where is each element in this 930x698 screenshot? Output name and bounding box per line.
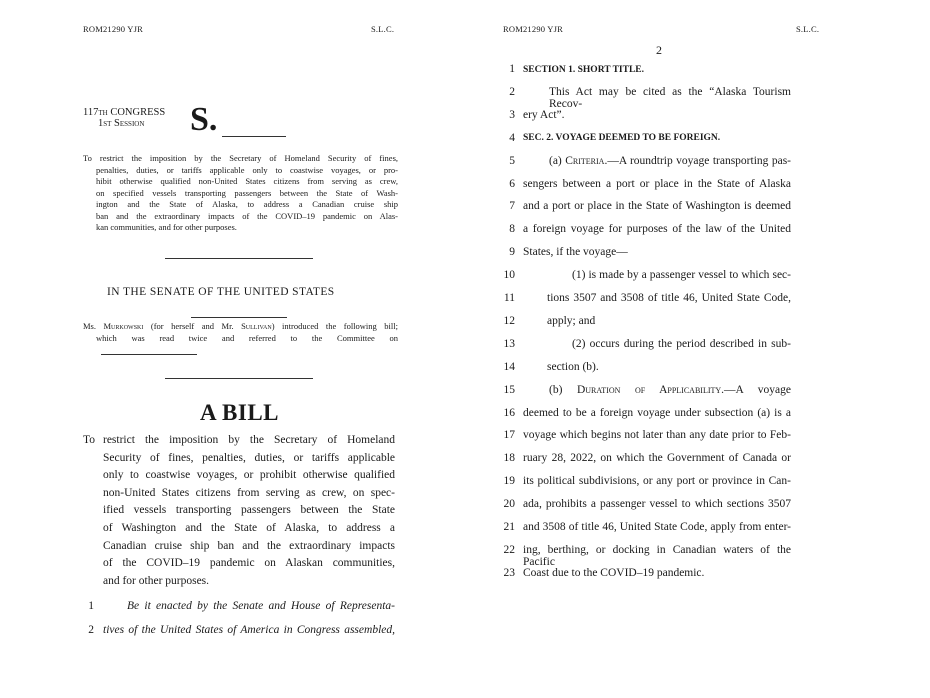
bill-text-line: its political subdivisions, or any port or province in Can- (523, 475, 791, 488)
summary-line: hibit otherwise qualified non-United States citizens from serving as crew, (96, 176, 398, 186)
bill-text-line: tions 3507 and 3508 of title 46, United State Code, (547, 292, 791, 304)
title-line: of Washington and the State of Alaska, to address a (103, 522, 395, 534)
line-number: 3 (509, 108, 515, 121)
session-label: 1st Session (98, 118, 145, 129)
subsection-heading: Criteria (565, 154, 605, 167)
line-number: 16 (503, 406, 515, 419)
line-number: 8 (509, 223, 515, 236)
congress-label: 117th CONGRESS (83, 107, 166, 118)
line-number: 10 (503, 269, 515, 282)
bill-text-line: ada, prohibits a passenger vessel to which sections 3507 (523, 498, 791, 511)
bill-text-line: ery Act”. (523, 108, 565, 121)
line-number: 7 (509, 200, 515, 213)
title-line: ified vessels transporting passengers between the State (103, 504, 395, 517)
congress-block (83, 107, 165, 129)
committee-blank (101, 354, 197, 355)
bill-text-line: (2) occurs during the period described in sub- (572, 337, 791, 350)
page-header-id: ROM21290 YJR (83, 24, 143, 34)
line-number: 22 (503, 543, 515, 556)
summary-line: ban and the extraordinary impacts of the COVID–19 pandemic on Alas- (96, 210, 398, 221)
bill-text-line: States, if the voyage— (523, 246, 628, 259)
summary-line: kan communities, and for other purposes. (96, 222, 237, 232)
bill-text-line: sengers between a port or place in the State of Alaska (523, 177, 791, 190)
bill-text-line: ing, berthing, or docking in Canadian waters of the Pacific (523, 543, 791, 568)
section-heading: SEC. 2. VOYAGE DEEMED TO BE FOREIGN. (523, 133, 721, 144)
summary-line: on specified vessels transporting passengers between the State of Wash- (96, 187, 398, 198)
summary-line: ington and the State of Alaska, to address a Canadian cruise ship (96, 199, 398, 209)
title-line: of the COVID–19 pandemic on Alaskan communities, (103, 557, 395, 570)
bill-text-line: a foreign voyage for purposes of the law of the United (523, 223, 791, 236)
title-line: Canadian cruise ship ban and the extraordinary impacts (103, 539, 395, 552)
bill-summary (83, 153, 398, 234)
bill-heading: A BILL (199, 400, 280, 425)
title-first-word: To (83, 434, 95, 446)
bill-text-line: apply; and (547, 314, 596, 327)
line-number: 13 (503, 337, 515, 350)
title-line: Security of fines, penalties, duties, or tariffs applicable (103, 451, 395, 464)
bill-text-line: and 3508 of title 46, United State Code, apply from enter- (523, 521, 791, 533)
title-line: non-United States citizens from serving as crew, on spec- (103, 486, 395, 499)
line-number: 6 (509, 177, 515, 190)
line-number: 2 (509, 85, 515, 98)
divider (191, 317, 287, 318)
bill-text-line: (a) Criteria.—A roundtrip voyage transporting pas- (549, 154, 792, 167)
bill-text-line: Coast due to the COVID–19 pandemic. (523, 566, 705, 579)
page-header-slc: S.L.C. (796, 24, 820, 34)
line-number: 4 (509, 131, 515, 144)
bill-text-line: deemed to be a foreign voyage under subsection (a) is a (523, 406, 791, 419)
divider (165, 258, 313, 259)
line-number: 19 (503, 475, 515, 488)
bill-text-line: (1) is made by a passenger vessel to which sec- (572, 269, 791, 282)
introduction (83, 321, 398, 344)
cosponsor-name: Sullivan (241, 321, 272, 331)
page-header-slc: S.L.C. (371, 24, 395, 34)
line-number: 2 (88, 624, 94, 636)
chamber-heading: IN THE SENATE OF THE UNITED STATES (107, 286, 335, 298)
line-number: 18 (503, 452, 515, 465)
line-number: 11 (503, 292, 515, 304)
bill-text-line: voyage which begins not later than any date prior to Feb- (523, 429, 791, 442)
title-line: and for other purposes. (103, 574, 210, 587)
title-line: restrict the imposition by the Secretary of Homeland (103, 434, 395, 446)
bill-text-line: This Act may be cited as the “Alaska Tourism Recov- (549, 85, 791, 110)
line-number: 15 (503, 383, 515, 396)
section-heading: SECTION 1. SHORT TITLE. (523, 64, 645, 75)
subsection-heading: Duration of Applicability (576, 383, 722, 396)
bill-text-line: section (b). (547, 360, 599, 373)
line-number: 9 (509, 246, 515, 259)
enacting-clause-line: Be it enacted by the Senate and House of Representa- (127, 600, 395, 612)
divider (165, 378, 313, 379)
title-line: only to coastwise voyages, or prohibit otherwise qualified (103, 469, 395, 482)
bill-text-line: (b) Duration of Applicability.—A voyage (549, 383, 791, 396)
enacting-clause-line: tives of the United States of America in Congress assembled, (103, 624, 395, 636)
line-number: 14 (503, 360, 515, 373)
line-number: 12 (503, 314, 515, 327)
line-number: 20 (503, 498, 515, 511)
bill-number-blank (222, 136, 286, 137)
line-number: 1 (88, 600, 94, 612)
bill-text-line: and a port or place in the State of Washington is deemed (523, 200, 791, 213)
bill-page-2 (465, 0, 930, 698)
line-number: 5 (509, 154, 515, 167)
line-number: 21 (503, 521, 515, 533)
sponsor-name: Murkowski (103, 321, 144, 331)
bill-text-line: ruary 28, 2022, on which the Government of Canada or (523, 452, 791, 465)
line-number: 1 (509, 63, 515, 75)
page-number: 2 (656, 43, 662, 57)
line-number: 23 (503, 566, 515, 579)
page-header-id: ROM21290 YJR (503, 24, 563, 34)
summary-line: To restrict the imposition by the Secretary of Homeland Security of fines, (83, 153, 398, 163)
intro-line: Ms. Murkowski (for herself and Mr. Sullivan) introduced the following bill; (83, 321, 398, 331)
intro-line: which was read twice and referred to the Committee on (96, 332, 398, 343)
bill-prefix: S. (190, 101, 218, 138)
line-number: 17 (503, 429, 515, 442)
summary-line: penalties, duties, or tariffs applicable only to coastwise voyages, or pro- (96, 164, 398, 175)
